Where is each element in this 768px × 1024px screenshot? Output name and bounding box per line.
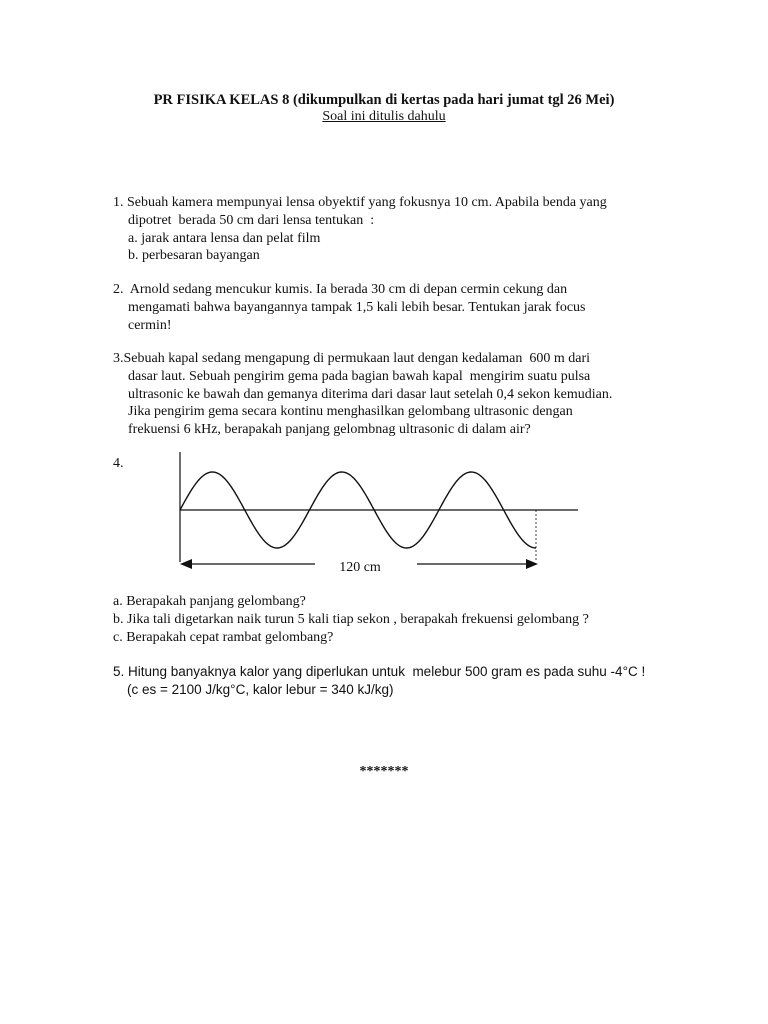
question-2 [113,281,673,334]
question-2-line: 2. Arnold sedang mencukur kumis. Ia berada 30 cm di depan cermin cekung dan [113,282,568,297]
question-3 [113,350,673,439]
question-1-line: 1. Sebuah kamera mempunyai lensa obyektif yang fokusnya 10 cm. Apabila benda yang [113,195,607,210]
question-2-line: mengamati bahwa bayangannya tampak 1,5 kali lebih besar. Tentukan jarak focus [128,299,586,315]
question-5-line: (c es = 2100 J/kg°C, kalor lebur = 340 kJ/kg) [127,681,394,697]
question-1-option-a: a. jarak antara lensa dan pelat film [128,230,321,246]
page-subtitle: Soal ini ditulis dahulu [322,109,446,124]
arrow-right-head-icon [526,559,538,569]
end-mark: ******* [359,764,409,779]
question-3-line: Jika pengirim gema secara kontinu menghasilkan gelombang ultrasonic dengan [128,404,573,420]
wave-diagram [170,450,590,580]
wave-length-label: 120 cm [339,560,381,575]
question-4-sub-b: b. Jika tali digetarkan naik turun 5 kali tiap sekon , berapakah frekuensi gelombang ? [113,611,589,627]
question-3-line: 3.Sebuah kapal sedang mengapung di permukaan laut dengan kedalaman 600 m dari [113,351,591,366]
page-title: PR FISIKA KELAS 8 (dikumpulkan di kertas pada hari jumat tgl 26 Mei) [153,92,615,108]
question-3-line: dasar laut. Sebuah pengirim gema pada bagian bawah kapal mengirim suatu pulsa [128,368,591,384]
question-1-line: dipotret berada 50 cm dari lensa tentukan : [128,212,375,228]
question-4-number: 4. [113,456,124,471]
question-4-subquestions [113,593,589,646]
question-4-sub-c: c. Berapakah cepat rambat gelombang? [113,629,334,645]
question-3-line: ultrasonic ke bawah dan gemanya diterima dari dasar laut setelah 0,4 sekon kemudian. [128,386,613,402]
question-5-line: 5. Hitung banyaknya kalor yang diperlukan untuk melebur 500 gram es pada suhu -4°C ! [113,664,646,679]
question-1 [113,194,673,265]
question-3-line: frekuensi 6 kHz, berapakah panjang gelombnag ultrasonic di dalam air? [128,422,531,438]
question-4-sub-a: a. Berapakah panjang gelombang? [113,594,306,609]
arrow-left-head-icon [180,559,192,569]
question-5 [113,663,645,699]
question-2-line: cermin! [128,317,172,333]
question-1-option-b: b. perbesaran bayangan [128,248,260,264]
